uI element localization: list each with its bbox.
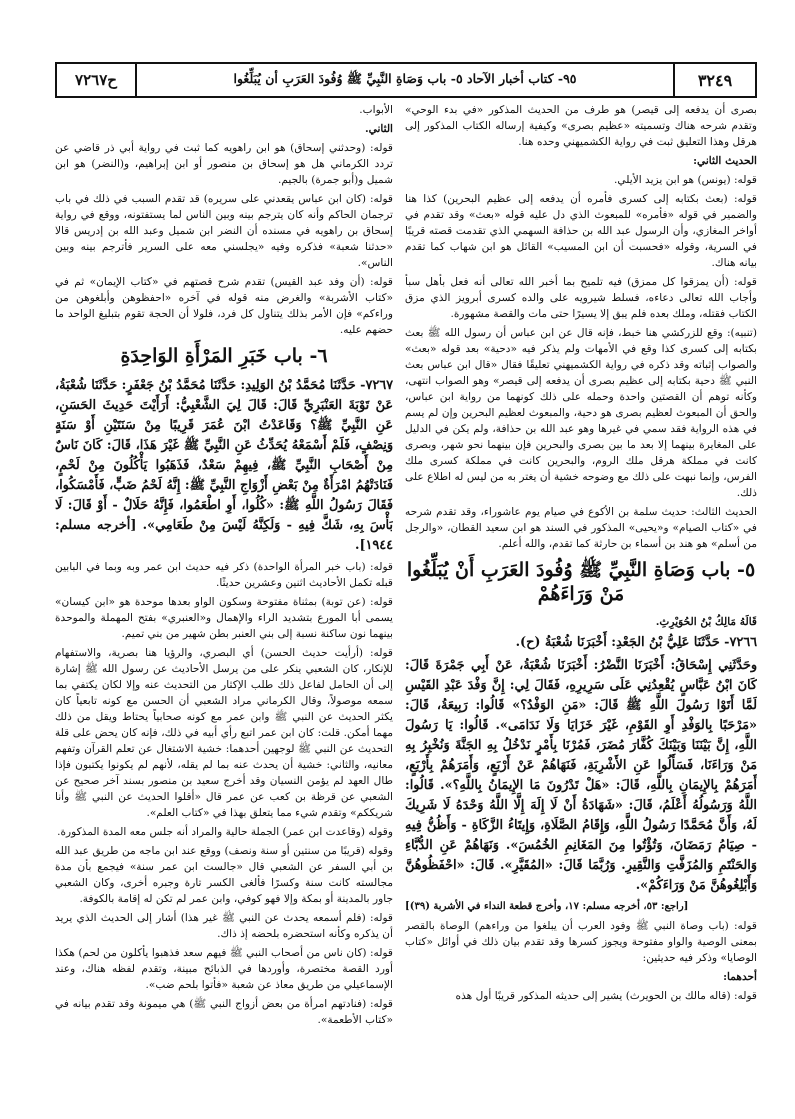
- page-number: ٣٢٤٩: [673, 64, 755, 96]
- paragraph: قوله: (قاله مالك بن الحويرث) يشير إلى حديثه المذكور قريبًا أول هذه: [455, 990, 757, 1002]
- section-subheading: الحديث الثاني:: [693, 155, 757, 167]
- paragraph: قوله: (فنادتهم امرأة من بعض أزواج النبي ﷺ) هي ميمونة وقد تقدم بيانه في «كتاب الأطعمة».: [55, 998, 393, 1026]
- paragraph: قوله: (أرأيت حديث الحسن) أي البصري، والرؤيا هنا بصرية، والاستفهام للإنكار، كان الشعبي ينكر على من يرسل الأحاديث عن رسول الله ﷺ إشارة إلى أن الحامل لفاعل ذلك طلب الإكثار من التحديث عنه وإلا لكان يكتفي بما سمعه موصولاً، وقال الكرماني مراد الشعبي أن الحسن مع كونه تابعياً كان يكثر الحديث عن النبي ﷺ وابن عمر مع كونه صحابياً يحتاط ويقل من ذلك مهما أمكن. قلت: كان ابن عمر اتبع رأي أبيه في ذلك، فإنه كان يحض على قلة التحديث عن النبي ﷺ لوجهين أحدهما: خشية الاشتغال عن تعلم القرآن وتفهم معانيه، والثاني: خشية أن يحدث عنه بما لم يقله، لأنهم لم يكونوا يكتبون فإذا طال العهد لم يؤمن النسيان وقد أخرج سعيد بن منصور بسند آخر صحيح عن الشعبي عن قرظة بن كعب عن عمر قال «أقلوا الحديث عن النبي ﷺ وأنا شريككم» وتقدم شيء مما يتعلق بهذا في «كتاب العلم».: [55, 647, 393, 819]
- paragraph: (تنبيه): وقع للزركشي هنا خبط، فإنه قال عن ابن عباس أن رسول الله ﷺ بعث بكتابه إلى كسرى كذا وقع في الأمهات ولم يذكر فيه «دحية» بعد قوله «بعث» والصواب إثباته وقد ذكره في رواية الكشميهني تعليقًا فقال «قال ابن عباس بعث النبي ﷺ دحية بكتابه إلى عظيم بصرى أن يدفعه إلى قيصر» وهو الصواب انتهى، وكأنه توهم أن القصتين واحدة وحمله على ذلك كونهما من رواية ابن عباس، والحق أن المبعوث لعظيم بصرى هو دحية، والمبعوث لعظيم البحرين وإن لم يسم في هذه الرواية فقد سمي في غيرها وهو عبد الله بن حذافة، ولم يكن في الدليل على المغايرة بينهما إلا بعد ما بين بصرى والبحرين فإن بينهما نحو شهر، وبصرى كانت في مملكة هرقل ملك الروم، والبحرين كانت في مملكة كسرى ملك الفرس، وإنما نبهت على ذلك مع وضوحه خشية أن يغتر به من ليس له اطلاع على ذلك.: [405, 327, 757, 499]
- hadith-text: وحَدَّثَنِي إِسْحَاقُ: أَخْبَرَنَا النَّضْرُ: أَخْبَرَنَا شُعْبَةُ، عَنْ أَبِي جَمْرَةَ قَالَ: كَانَ ابْنُ عَبَّاسٍ يُقْعِدُنِي عَلَى سَرِيرِهِ، فَقَالَ لِي: إِنَّ وَفْدَ عَبْدِ القَيْسِ لَمَّا أَتَوْا رَسُولَ اللَّهِ ﷺ قَالَ: «مَنِ الوَفْدُ؟» قَالُوا: رَبِيعَةُ، قَالَ: «مَرْحَبًا بِالوَفْدِ أَوِ القَوْمِ، غَيْرَ خَزَايَا وَلَا نَدَامَى». قَالُوا: يَا رَسُولَ اللَّهِ، إِنَّ بَيْنَنَا وَبَيْنَكَ كُفَّارَ مُضَرَ، فَمُرْنَا بِأَمْرٍ نَدْخُلُ بِهِ الجَنَّةَ وَنُخْبِرُ بِهِ مَنْ وَرَاءَنَا، فَسَأَلُوا عَنِ الأَشْرِبَةِ، فَنَهَاهُمْ عَنْ أَرْبَعٍ، وَأَمَرَهُمْ بِأَرْبَعٍ، أَمَرَهُمْ بِالإِيمَانِ بِاللَّهِ، قَالَ: «هَلْ تَدْرُونَ مَا الإِيمَانُ بِاللَّهِ؟». قَالُوا: اللَّهُ وَرَسُولُهُ أَعْلَمُ، قَالَ: «شَهَادَةُ أَنْ لَا إِلَهَ إِلَّا اللَّهُ وَحْدَهُ لَا شَرِيكَ لَهُ، وَأَنَّ مُحَمَّدًا رَسُولُ اللَّهِ، وَإِقَامُ الصَّلَاةِ، وَإِيتَاءُ الزَّكَاةِ - وَأَظُنُّ فِيهِ - صِيَامُ رَمَضَانَ، وَتُؤْتُوا مِنَ المَغَانِمِ الخُمُسَ». وَنَهَاهُمْ عَنِ الدُّبَّاءِ وَالحَنْتَمِ وَالمُزَفَّتِ وَالنَّقِيرِ. وَرُبَّمَا قَالَ: «المُقَيَّرِ». قَالَ: «احْفَظُوهُنَّ وَأَبْلِغُوهُنَّ مَنْ وَرَاءَكُمْ».: [405, 658, 757, 893]
- paragraph: قوله: (يونس) هو ابن يزيد الأيلي.: [614, 174, 757, 186]
- paragraph: قوله: (كان ناس من أصحاب النبي ﷺ فيهم سعد فذهبوا يأكلون من لحم) هكذا أورد القصة مختصرة، وأوردها في الذبائح مبينة، وتقدم لفظه هناك، وعند الإسماعيلي من طريق معاذ عن شعبة «فأتوا بلحم ضب».: [55, 947, 393, 991]
- right-column: [405, 102, 757, 1107]
- paragraph: بصرى أن يدفعه إلى قيصر) هو طرف من الحديث المذكور «في بدء الوحي» وتقدم شرحه هناك وتسميته «عظيم بصرى» وكيفية إرساله الكتاب المذكور إلى هرقل وهذا التعليق ثبت في رواية الكشميهني وحده هنا.: [405, 104, 757, 148]
- paragraph: قوله: (باب وصاة النبي ﷺ وفود العرب أن يبلغوا من وراءهم) الوصاة بالقصر بمعنى الوصية والواو مفتوحة ويجوز كسرها وقد تقدم بيان ذلك في أوائل «كتاب الوصايا» وذكر فيه حديثين:: [405, 920, 757, 964]
- paragraph: وقوله (وقاعدت ابن عمر) الجملة حالية والمراد أنه جلس معه المدة المذكورة.: [57, 826, 393, 838]
- page-header: [55, 62, 757, 98]
- running-title: ٩٥- كتاب أخبار الآحاد ٥- باب وَصَاةِ النَّبِيِّ ﷺ وُفُودَ العَرَبِ أن يُبَلِّغُوا: [233, 70, 577, 86]
- hadith-range: ح٧٢٦٧: [57, 64, 137, 96]
- paragraph: قوله: (فلم أسمعه يحدث عن النبي ﷺ غير هذا) أشار إلى الحديث الذي يريد أن يذكره وكأنه استحضره بلحضه إذ ذاك.: [55, 912, 393, 940]
- paragraph: قوله: (كان ابن عباس يقعدني على سريره) قد تقدم السبب في ذلك في باب ترجمان الحاكم وأنه كان يترجم بينه وبين الناس لما يستفتونه، ووقع في رواية إسحاق بن راهويه في مسنده أن النضر ابن شميل وعبد الله بن إدريس قالا «حدثنا شعبة» فذكره وفيه «يجلسني معه على السرير فأترجم بينه وبين الناس».: [55, 193, 393, 269]
- hadith-chain: ٧٢٦٦- حَدَّثَنَا عَلِيُّ بْنُ الجَعْدِ: أَخْبَرَنَا شُعْبَةُ (ح).: [515, 635, 757, 650]
- chapter-heading: ٥- باب وَصَاةِ النَّبِيِّ ﷺ وُفُودَ العَرَبِ أَنْ يُبَلِّغُوا مَنْ وَرَاءَهُمْ: [406, 559, 756, 605]
- hadith-text: ٧٢٦٧- حَدَّثَنَا مُحَمَّدُ بْنُ الوَلِيدِ: حَدَّثَنَا مُحَمَّدُ بْنُ جَعْفَرٍ: حَدَّثَنَا شُعْبَةُ، عَنْ تَوْبَةَ العَنْبَرِيِّ قَالَ: قَالَ لِيَ الشَّعْبِيُّ: أَرَأَيْتَ حَدِيثَ الحَسَنِ، عَنِ النَّبِيِّ ﷺ؟ وَقَاعَدْتُ ابْنَ عُمَرَ قَرِيبًا مِنْ سَنَتَيْنِ أَوْ سَنَةٍ وَنِصْفٍ، فَلَمْ أَسْمَعْهُ يُحَدِّثُ عَنِ النَّبِيِّ ﷺ غَيْرَ هَذَا، قَالَ: كَانَ نَاسٌ مِنْ أَصْحَابِ النَّبِيِّ ﷺ، فِيهِمْ سَعْدٌ، فَذَهَبُوا يَأْكُلُونَ مِنْ لَحْمٍ، فَنَادَتْهُمُ امْرَأَةٌ مِنْ بَعْضِ أَزْوَاجِ النَّبِيِّ ﷺ: إِنَّهُ لَحْمُ ضَبٍّ، فَأَمْسَكُوا، فَقَالَ رَسُولُ اللَّهِ ﷺ: «كُلُوا، أَوِ اطْعَمُوا، فَإِنَّهُ حَلَالٌ - أَوْ قَالَ: لَا بَأْسَ بِهِ، شَكَّ فِيهِ - وَلَكِنَّهُ لَيْسَ مِنْ طَعَامِي». [أخرجه مسلم: ١٩٤٤].: [55, 378, 393, 553]
- paragraph: الحديث الثالث: حديث سلمة بن الأكوع في صيام يوم عاشوراء، وقد تقدم شرحه في «كتاب الصيام» و«يحيى» المذكور في السند هو ابن سعيد القطان، «والرجل من أسلم» هو هند بن أسماء بن حارثة كما تقدم، والله أعلم.: [405, 506, 757, 550]
- chapter-subtitle: قَالَهُ مَالِكُ بْنُ الحُوَيْرِثِ.: [655, 616, 757, 628]
- paragraph: قوله: (أن وفد عبد القيس) تقدم شرح قصتهم في «كتاب الإيمان» ثم في «كتاب الأشربة» والغرض منه قوله في آخره «احفظوهن وأبلغوهن من وراءكم» فإن الأمر بذلك يتناول كل فرد، فلولا أن الحجة تقوم بتبليغ الواحد ما حضهم عليه.: [55, 276, 393, 336]
- paragraph: الأبواب.: [359, 104, 393, 116]
- hadith-reference: [راجع: ٥٣، أخرجه مسلم: ١٧، وأخرج قطعة النداء في الأشربة (٣٩)]: [405, 901, 689, 912]
- paragraph: قوله: (باب خبر المرأة الواحدة) ذكر فيه حديث ابن عمر وبه وبما في البابين قبله تكمل الأحاديث اثنين وعشرين حديثًا.: [55, 561, 393, 589]
- paragraph: قوله: (بعث بكتابه إلى كسرى فأمره أن يدفعه إلى عظيم البحرين) كذا هنا والضمير في قوله «فأمره» للمبعوث الذي دل عليه قوله «بعث» وقد تقدم في أواخر المغازي، وأن الرسول عبد الله بن حذافة السهمي الذي تقدمت قصته قريبًا في السرية، وقوله «فحسبت أن ابن المسيب» القائل هو ابن شهاب كما تقدم بيانه هناك.: [405, 193, 757, 269]
- section-subheading: الثاني.: [364, 123, 393, 135]
- paragraph: قوله: (وحدثني إسحاق) هو ابن راهويه كما ثبت في رواية أبي ذر قاضي عن تردد الكرماني هل هو إسحاق بن منصور أو ابن إبراهيم، و(النضر) هو ابن شميل و(أبو جمرة) بالجيم.: [55, 142, 393, 186]
- chapter-heading: ٦- باب خَبَرِ المَرْأَةِ الوَاحِدَةِ: [120, 345, 328, 367]
- section-subheading: أحدهما:: [723, 971, 757, 983]
- paragraph: وقوله (قريبًا من سنتين أو سنة ونصف) ووقع عند ابن ماجه من طريق عبد الله بن أبي السفر عن الشعبي قال «جالست ابن عمر سنة» فيجمع بأن مدة مجالسته كانت سنة وكسرًا فألغى الكسر تارة وجبره أخرى، وكان الشعبي جاور بالمدينة أو بمكة وإلا فهو كوفي، وابن عمر لم تكن له إقامة بالكوفة.: [55, 845, 393, 905]
- paragraph: قوله: (عن توبة) بمثناة مفتوحة وسكون الواو بعدها موحدة هو «ابن كيسان» يسمى أبا المورع بتشديد الراء والإهمال و«العنبري» بفتح المهملة والموحدة بينهما نون ساكنة نسبة إلى بني العنبر بطن شهير من بني تميم.: [55, 596, 393, 640]
- paragraph: قوله: (أن يمزقوا كل ممزق) فيه تلميح بما أخبر الله تعالى أنه فعل بأهل سبأ وأجاب الله تعالى دعاءه، فسلط شيرويه على والده كسرى أبرويز الذي مزق الكتاب فقتله، وملك بعده فلم يبق إلا يسيرًا حتى مات والقصة مشهورة.: [405, 276, 757, 320]
- left-column: [55, 102, 393, 1107]
